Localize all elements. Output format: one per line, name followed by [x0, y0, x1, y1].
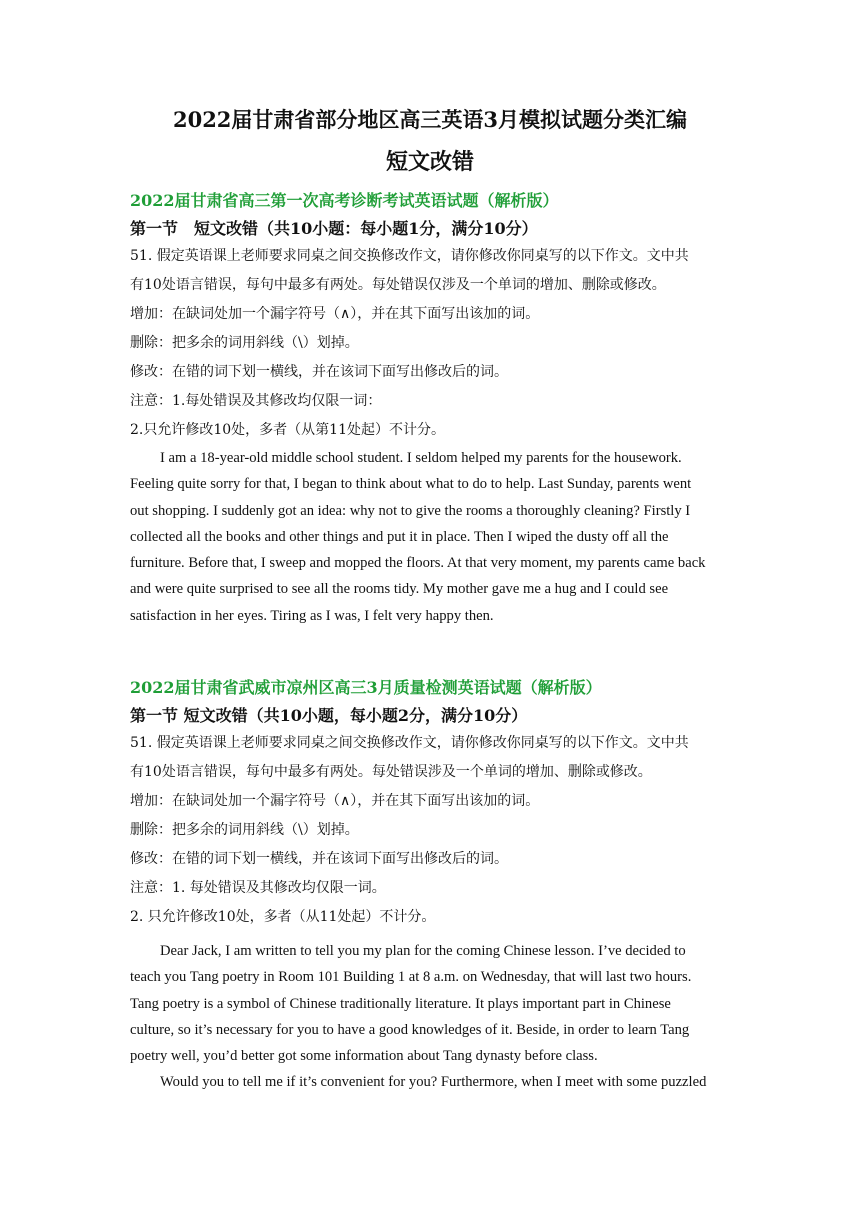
document-subtitle: 短文改错 [385, 149, 474, 175]
instruction-line: 删除：把多余的词用斜线（\）划掉。 [130, 822, 359, 838]
instruction-line: 51. 假定英语课上老师要求同桌之间交换修改作文，请你修改你同桌写的以下作文。文中共 [130, 248, 689, 264]
instruction-line: 有10处语言错误，每句中最多有两处。每处错误仅涉及一个单词的增加、删除或修改。 [130, 277, 666, 293]
section-heading: 2022届甘肃省武威市凉州区高三3月质量检测英语试题（解析版） [130, 678, 602, 697]
passage-line: teach you Tang poetry in Room 101 Building 1 at 8 a.m. on Wednesday, that will last two hours. [130, 969, 692, 986]
instruction-line: 注意：1.每处错误及其修改均仅限一词： [130, 393, 382, 409]
passage-line: Dear Jack, I am written to tell you my plan for the coming Chinese lesson. I’ve decided to [160, 943, 686, 959]
section-heading: 2022届甘肃省高三第一次高考诊断考试英语试题（解析版） [130, 191, 559, 210]
instruction-line: 增加：在缺词处加一个漏字符号（∧），并在其下面写出该加的词。 [130, 306, 540, 322]
passage-line: Would you to tell me if it’s convenient for you? Furthermore, when I meet with some puzzled [160, 1074, 707, 1091]
instruction-line: 注意：1. 每处错误及其修改均仅限一词。 [130, 880, 386, 896]
document-title: 2022届甘肃省部分地区高三英语3月模拟试题分类汇编 [172, 107, 688, 132]
passage-line: satisfaction in her eyes. Tiring as I was, I felt very happy then. [130, 607, 494, 624]
section-2 [130, 677, 730, 1096]
instruction-line: 有10处语言错误，每句中最多有两处。每处错误涉及一个单词的增加、删除或修改。 [130, 764, 652, 780]
passage-line: out shopping. I suddenly got an idea: why not to give the rooms a thoroughly cleaning? Firstly I [130, 502, 691, 519]
instruction-line: 51. 假定英语课上老师要求同桌之间交换修改作文，请你修改你同桌写的以下作文。文中共 [130, 735, 689, 751]
instruction-line: 修改：在错的词下划一横线，并在该词下面写出修改后的词。 [130, 364, 508, 380]
passage-line: culture, so it’s necessary for you to have a good knowledges of it. Beside, in order to learn Tang [130, 1021, 690, 1038]
passage-line: I am a 18-year-old middle school student. I seldom helped my parents for the housework. [160, 450, 682, 466]
instruction-line: 2.只允许修改10处，多者（从第11处起）不计分。 [130, 422, 445, 438]
section-1 [130, 190, 730, 629]
passage-line: collected all the books and other things and put it in place. Then I wiped the dusty off all the [130, 528, 669, 545]
instruction-line: 2. 只允许修改10处，多者（从11处起）不计分。 [130, 909, 436, 925]
instruction-line: 修改：在错的词下划一横线，并在该词下面写出修改后的词。 [130, 851, 508, 867]
passage-line: and were quite surprised to see all the rooms tidy. My mother gave me a hug and I could see [130, 581, 669, 598]
passage [130, 938, 730, 1096]
instruction-line: 删除：把多余的词用斜线（\）划掉。 [130, 335, 359, 351]
part-label: 第一节 短文改错（共10小题：每小题1分，满分10分） [130, 219, 538, 238]
passage-line: Tang poetry is a symbol of Chinese traditionally literature. It plays important part in Chinese [130, 995, 671, 1012]
passage-line: furniture. Before that, I sweep and mopped the floors. At that very moment, my parents came back [130, 555, 706, 572]
part-label: 第一节 短文改错（共10小题，每小题2分，满分10分） [130, 706, 528, 725]
instruction-line: 增加：在缺词处加一个漏字符号（∧），并在其下面写出该加的词。 [130, 793, 540, 809]
passage [130, 445, 730, 629]
passage-line: poetry well, you’d better got some information about Tang dynasty before class. [130, 1048, 598, 1065]
passage-line: Feeling quite sorry for that, I began to think about what to do to help. Last Sunday, parents went [130, 476, 692, 493]
